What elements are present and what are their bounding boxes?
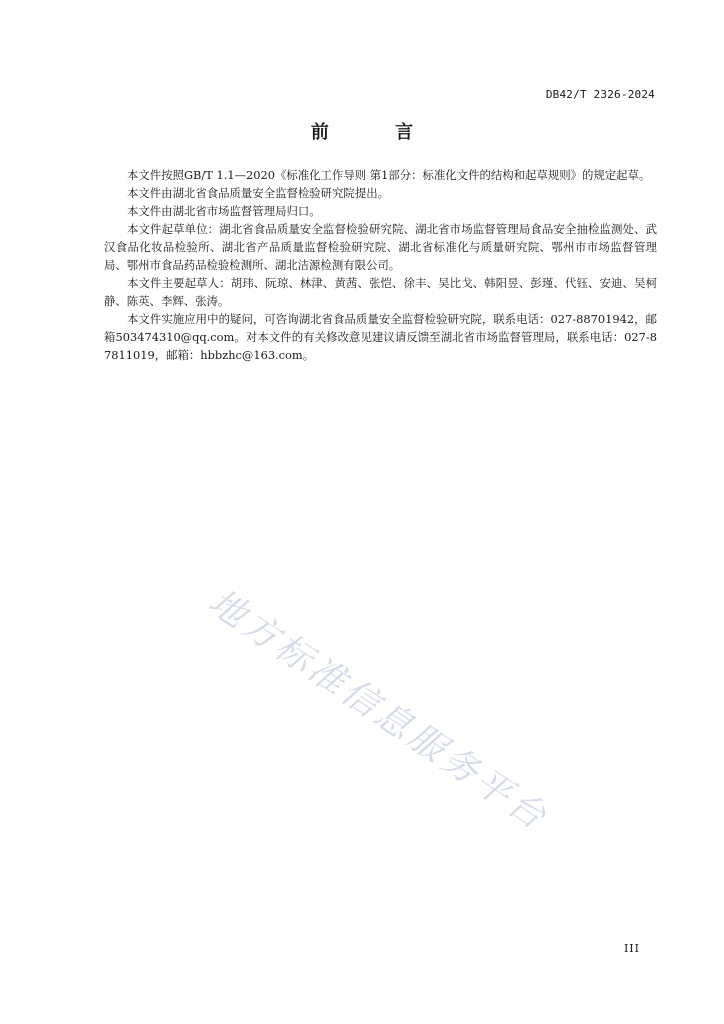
paragraph-drafters: 本文件主要起草人：胡玮、阮琼、林津、黄茜、张恺、徐丰、吴比戈、韩阳昱、彭瑾、代钰、安迪、吴柯静、陈英、李辉、张涛。 [104,276,657,308]
paragraph-contact: 本文件实施应用中的疑问，可咨询湖北省食品质量安全监督检验研究院，联系电话：027-88701942，邮箱503474310@qq.com。对本文件的有关修改意见建议请反馈至湖北省市场监督管理局，联系电话：027-87811019，邮箱：hbbzhc@163.com。 [104,312,657,362]
watermark: 地方标准信息服务平台 [201,581,556,840]
standard-code: DB42/T 2326-2024 [545,88,655,101]
paragraph-administrator: 本文件由湖北省市场监督管理局归口。 [127,204,321,218]
page-title: 前 言 [310,122,444,143]
paragraph-drafting-units: 本文件起草单位：湖北省食品质量安全监督检验研究院、湖北省市场监督管理局食品安全抽检监测处、武汉食品化妆品检验所、湖北省产品质量监督检验研究院、湖北省标准化与质量研究院、鄂州市市场监督管理局、鄂州市食品药品检验检测所、湖北洁源检测有限公司。 [104,222,657,272]
document-body [104,166,657,364]
paragraph-proposer: 本文件由湖北省食品质量安全监督检验研究院提出。 [127,186,389,200]
paragraph-drafting-rules: 本文件按照GB/T 1.1—2020《标准化工作导则 第1部分：标准化文件的结构和起草规则》的规定起草。 [127,168,651,182]
page-number: III [623,942,640,955]
